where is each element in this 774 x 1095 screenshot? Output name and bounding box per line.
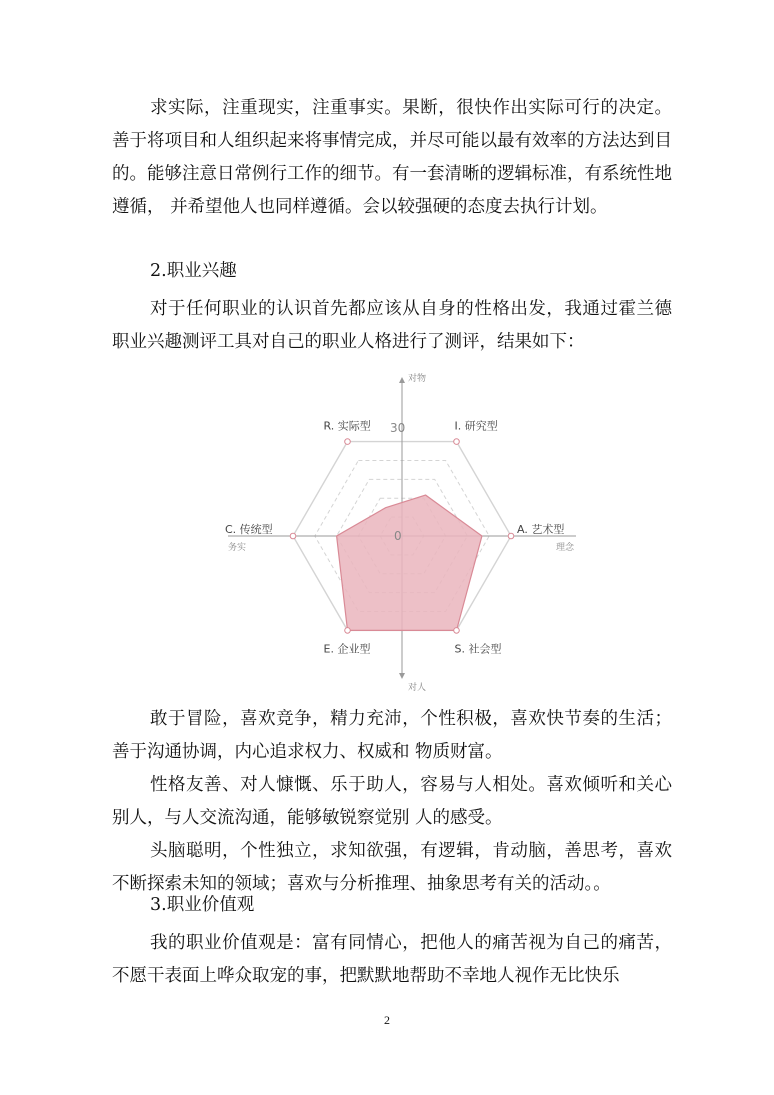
axis-label-bottom: 对人 xyxy=(408,683,427,693)
axis-label-top: 对物 xyxy=(408,374,427,384)
vertex-dot xyxy=(290,533,296,539)
category-label: C. 传统型 xyxy=(225,523,273,536)
vertex-dot xyxy=(345,439,351,445)
category-label: A. 艺术型 xyxy=(517,523,565,536)
vertex-dot xyxy=(454,628,460,634)
axis-label-right: 理念 xyxy=(556,543,575,553)
page-number: 2 xyxy=(384,1013,390,1027)
vertex-dot xyxy=(508,533,514,539)
category-label: E. 企业型 xyxy=(323,642,371,656)
vertex-dot xyxy=(454,439,460,445)
axis-label-left: 务实 xyxy=(228,543,247,553)
heading-career-interest: 2.职业兴趣 xyxy=(150,261,237,281)
data-polygon xyxy=(337,495,482,630)
category-label: R. 实际型 xyxy=(323,419,371,433)
vertex-dot xyxy=(345,628,351,634)
paragraph-interest-intro: 对于任何职业的认识首先都应该从自身的性格出发，我通过霍兰德职业兴趣测评工具对自己的职业人格进行了测评，结果如下： xyxy=(112,299,672,352)
tick-label-30: 30 xyxy=(390,421,406,435)
tick-label-0: 0 xyxy=(394,529,402,543)
holland-radar-chart xyxy=(220,368,580,693)
paragraph-enterprising: 敢于冒险，喜欢竞争，精力充沛，个性积极，喜欢快节奏的生活；善于沟通协调，内心追求权力、权威和 物质财富。 xyxy=(112,709,672,762)
paragraph-values: 我的职业价值观是：富有同情心，把他人的痛苦视为自己的痛苦，不愿干表面上哗众取宠的事，把默默地帮助不幸地人视作无比快乐 xyxy=(112,933,672,986)
paragraph-personality: 求实际，注重现实，注重事实。果断，很快作出实际可行的决定。善于将项目和人组织起来将事情完成，并尽可能以最有效率的方法达到目的。能够注意日常例行工作的细节。有一套清晰的逻辑标准，有系统性地遵循， 并希望他人也同样遵循。会以较强硬的态度去执行计划。 xyxy=(112,98,672,217)
heading-career-values: 3.职业价值观 xyxy=(150,895,255,915)
paragraph-investigative: 头脑聪明，个性独立，求知欲强，有逻辑，肯动脑，善思考，喜欢不断探索未知的领域；喜欢与分析推理、抽象思考有关的活动。。 xyxy=(112,841,672,894)
paragraph-social: 性格友善、对人慷慨、乐于助人，容易与人相处。喜欢倾听和关心别人，与人交流沟通，能够敏锐察觉别 人的感受。 xyxy=(112,775,672,828)
radar-svg xyxy=(220,368,580,693)
category-label: S. 社会型 xyxy=(454,642,502,656)
category-label: I. 研究型 xyxy=(454,419,498,433)
